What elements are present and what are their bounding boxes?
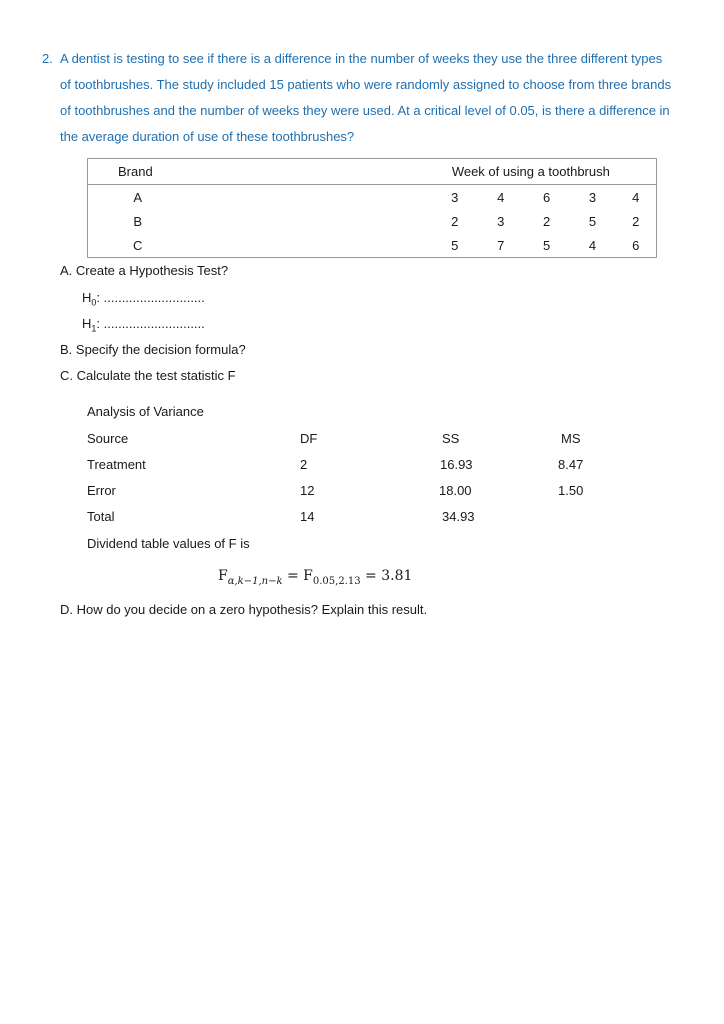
table-header-row (88, 159, 657, 185)
anova-row-ms: 8.47 (558, 457, 584, 472)
question-line: A dentist is testing to see if there is a difference in the number of weeks they use the three different types (60, 51, 663, 66)
table-row (88, 233, 657, 258)
brand-cell: B (133, 213, 143, 229)
f-subscript: α,k−1,n−k (227, 575, 283, 587)
f-critical-formula (218, 568, 412, 587)
value-cell: 5 (451, 237, 459, 253)
h1-symbol: H (82, 316, 92, 331)
brand-cell: C (133, 237, 143, 253)
toothbrush-data-table (87, 158, 657, 258)
value-cell: 3 (497, 213, 505, 229)
anova-row-source: Total (87, 509, 115, 524)
anova-header-ms: MS (561, 431, 581, 446)
h0-blank: : ............................ (96, 290, 205, 305)
value-cell: 6 (632, 237, 640, 253)
anova-row-df: 2 (300, 457, 308, 472)
anova-header-ss: SS (442, 431, 460, 446)
value-cell: 4 (588, 237, 597, 253)
value-cell: 4 (632, 189, 640, 205)
brand-header: Brand (88, 159, 188, 185)
value-cell: 3 (588, 189, 597, 205)
part-c-label: C. Calculate the test statistic F (60, 368, 236, 383)
value-cell: 7 (497, 237, 505, 253)
brand-cell: A (133, 189, 143, 205)
part-a-label: A. Create a Hypothesis Test? (60, 263, 229, 278)
dividend-text: Dividend table values of F is (87, 536, 250, 551)
value-cell: 5 (588, 213, 597, 229)
question-line: of toothbrushes. The study included 15 patients who were randomly assigned to choose from three brands (60, 77, 672, 92)
anova-row-df: 12 (300, 483, 315, 498)
h1-line (82, 316, 205, 334)
question-number: 2. (42, 51, 53, 66)
anova-header-source: Source (87, 431, 129, 446)
h0-symbol: H (82, 290, 92, 305)
question-line: of toothbrushes and the number of weeks they were used. At a critical level of 0.05, is there a difference in (60, 103, 670, 118)
equals: = (282, 568, 304, 584)
anova-row-source: Treatment (87, 457, 146, 472)
h1-subscript: 1 (91, 323, 97, 334)
anova-title: Analysis of Variance (87, 404, 204, 419)
h0-line (82, 290, 205, 308)
anova-row-source: Error (87, 483, 116, 498)
f-symbol: F (303, 568, 313, 584)
anova-header-df: DF (300, 431, 318, 446)
value-cell: 2 (632, 213, 640, 229)
part-d-label: D. How do you decide on a zero hypothesis? Explain this result. (60, 602, 428, 617)
anova-row-ss: 18.00 (439, 483, 472, 498)
value-cell: 2 (543, 213, 551, 229)
value-cell: 3 (451, 189, 459, 205)
f-critical-value: = 3.81 (360, 568, 413, 584)
f-symbol: F (218, 568, 228, 584)
value-cell: 5 (543, 237, 551, 253)
weeks-header: Week of using a toothbrush (432, 159, 657, 185)
anova-row-ss: 16.93 (440, 457, 473, 472)
question-line: the average duration of use of these toothbrushes? (60, 129, 355, 144)
table-row (88, 209, 657, 233)
value-cell: 6 (543, 189, 551, 205)
f-subscript-values: 0.05,2.13 (312, 575, 361, 587)
value-cell: 2 (451, 213, 459, 229)
table-row (88, 185, 657, 210)
anova-row-df: 14 (300, 509, 315, 524)
value-cell: 4 (497, 189, 505, 205)
h0-subscript: 0 (91, 297, 97, 308)
anova-row-ss: 34.93 (442, 509, 475, 524)
h1-blank: : ............................ (96, 316, 205, 331)
part-b-label: B. Specify the decision formula? (60, 342, 246, 357)
anova-row-ms: 1.50 (558, 483, 584, 498)
